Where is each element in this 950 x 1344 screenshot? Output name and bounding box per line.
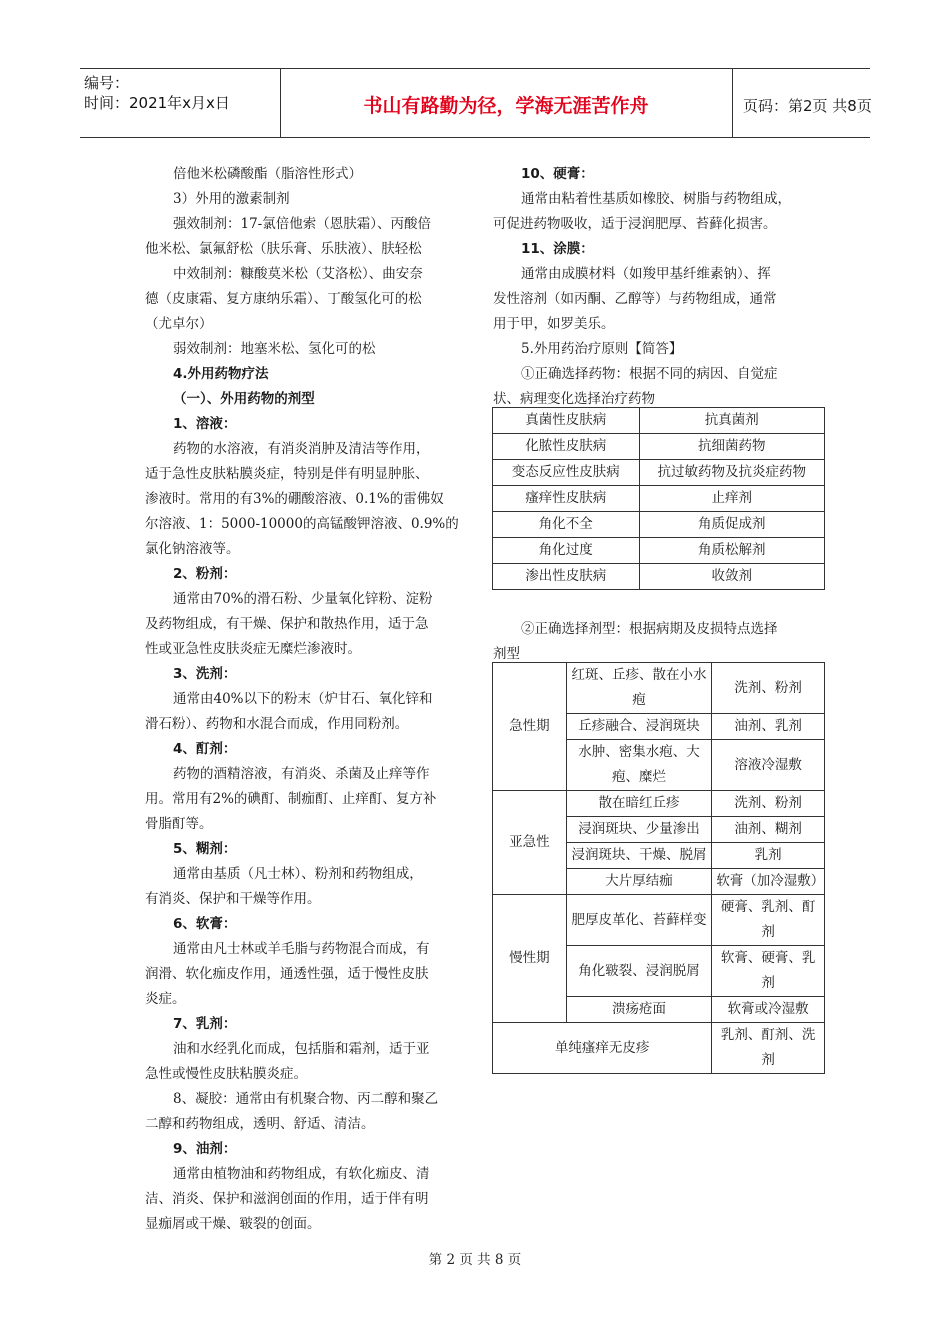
table-cell: 角化皲裂、浸润脱屑 [566, 946, 712, 997]
text-line: 状、病理变化选择治疗药物 [493, 391, 655, 407]
table-cell: 抗细菌药物 [639, 434, 824, 460]
table-cell: 溶液冷湿敷 [712, 740, 825, 791]
subsection-heading: （一）、外用药物的剂型 [173, 391, 315, 407]
text-line: 尔溶液、1：5000-10000的高锰酸钾溶液、0.9%的 [145, 516, 459, 532]
table-cell: 溃疡疮面 [566, 997, 712, 1023]
table-cell: 渗出性皮肤病 [493, 564, 640, 590]
table-cell: 洗剂、粉剂 [712, 791, 825, 817]
table-cell: 大片厚结痂 [566, 869, 712, 895]
text-line: 及药物组成，有干燥、保护和散热作用，适于急 [145, 616, 429, 632]
table-cell: 油剂、糊剂 [712, 817, 825, 843]
page-footer: 第 2 页 共 8 页 [428, 1252, 522, 1268]
table-cell: 硬膏、乳剂、酊剂 [712, 895, 825, 946]
table-cell: 软膏或冷湿敷 [712, 997, 825, 1023]
text-line: 炎症。 [145, 991, 186, 1007]
table-cell: 角化不全 [493, 512, 640, 538]
text-line: 3）外用的激素制剂 [173, 191, 290, 207]
table-cell: 油剂、乳剂 [712, 714, 825, 740]
text-line: 中效制剂：糠酸莫米松（艾洛松）、曲安奈 [173, 266, 423, 282]
table-cell: 浸润斑块、干燥、脱屑 [566, 843, 712, 869]
header-motto-cell [280, 69, 733, 137]
text-line: 有消炎、保护和干燥等作用。 [145, 891, 321, 907]
text-line: 氯化钠溶液等。 [145, 541, 240, 557]
item-heading: 6、软膏： [173, 916, 237, 932]
header-page-number: 页码：第2页 共8页 [743, 97, 872, 115]
header-motto: 书山有路勤为径，学海无涯苦作舟 [363, 95, 649, 117]
text-line: 发性溶剂（如丙酮、乙醇等）与药物组成，通常 [493, 291, 777, 307]
text-line: 他米松、氯氟舒松（肤乐膏、乐肤液）、肤轻松 [145, 241, 422, 257]
table-cell: 收敛剂 [639, 564, 824, 590]
item-heading: 2、粉剂： [173, 566, 237, 582]
section-heading: 5.外用药治疗原则【简答】 [521, 341, 683, 357]
table-cell: 丘疹融合、浸润斑块 [566, 714, 712, 740]
table-row [493, 791, 825, 817]
text-line: 洁、消炎、保护和滋润创面的作用，适于伴有明 [145, 1191, 429, 1207]
text-line: ①正确选择药物：根据不同的病因、自觉症 [521, 366, 778, 382]
item-heading: 5、糊剂： [173, 841, 237, 857]
table-row [493, 512, 825, 538]
table-row [493, 460, 825, 486]
table-cell: 抗过敏药物及抗炎症药物 [639, 460, 824, 486]
text-line: 可促进药物吸收，适于浸润肥厚、苔藓化损害。 [493, 216, 777, 232]
table-row [493, 1023, 825, 1074]
table-cell: 真菌性皮肤病 [493, 408, 640, 434]
table-cell: 单纯瘙痒无皮疹 [493, 1023, 712, 1074]
text-line: （尤卓尔） [145, 316, 213, 332]
table-cell: 化脓性皮肤病 [493, 434, 640, 460]
stage-cell-chronic: 慢性期 [493, 895, 567, 1023]
text-line: ②正确选择剂型：根据病期及皮损特点选择 [521, 621, 778, 637]
item-heading: 11、涂膜： [521, 241, 594, 257]
text-line: 弱效制剂：地塞米松、氢化可的松 [173, 341, 376, 357]
table-row [493, 564, 825, 590]
stage-cell-acute: 急性期 [493, 663, 567, 791]
item-heading: 4、酊剂： [173, 741, 237, 757]
section-heading: 4.外用药物疗法 [173, 366, 269, 382]
table-cell: 变态反应性皮肤病 [493, 460, 640, 486]
text-line: 强效制剂：17-氯倍他索（恩肤霜）、丙酸倍 [173, 216, 431, 232]
item-heading: 9、油剂： [173, 1141, 237, 1157]
dosage-form-table [492, 662, 825, 1074]
drug-selection-table [492, 407, 825, 590]
table-row [493, 663, 825, 714]
text-line: 骨脂酊等。 [145, 816, 213, 832]
text-line: 通常由粘着性基质如橡胶、树脂与药物组成， [521, 191, 791, 207]
text-line: 滑石粉）、药物和水混合而成，作用同粉剂。 [145, 716, 409, 732]
item-heading: 10、硬膏： [521, 166, 594, 182]
table-cell: 乳剂 [712, 843, 825, 869]
text-line: 药物的酒精溶液，有消炎、杀菌及止痒等作 [173, 766, 430, 782]
text-line: 德（皮康霜、复方康纳乐霜）、丁酸氢化可的松 [145, 291, 422, 307]
text-line: 通常由基质（凡士林）、粉剂和药物组成， [173, 866, 423, 882]
table-cell: 止痒剂 [639, 486, 824, 512]
table-cell: 浸润斑块、少量渗出 [566, 817, 712, 843]
table-cell: 洗剂、粉剂 [712, 663, 825, 714]
table-cell: 软膏（加冷湿敷） [712, 869, 825, 895]
text-line: 通常由40%以下的粉末（炉甘石、氧化锌和 [173, 691, 433, 707]
text-line: 用于甲，如罗美乐。 [493, 316, 615, 332]
text-line: 剂型 [493, 646, 520, 662]
text-line: 二醇和药物组成，透明、舒适、清洁。 [145, 1116, 375, 1132]
doc-date-label: 时间：2021年x月x日 [84, 94, 230, 112]
text-line: 通常由植物油和药物组成，有软化痂皮、清 [173, 1166, 430, 1182]
text-line: 8、凝胶：通常由有机聚合物、丙二醇和聚乙 [173, 1091, 439, 1107]
text-line: 通常由成膜材料（如羧甲基纤维素钠）、挥 [521, 266, 771, 282]
text-line: 润滑、软化痂皮作用，通透性强，适于慢性皮肤 [145, 966, 429, 982]
text-line: 油和水经乳化而成，包括脂和霜剂，适于亚 [173, 1041, 430, 1057]
table-row [493, 895, 825, 946]
table-cell: 软膏、硬膏、乳剂 [712, 946, 825, 997]
table-cell: 乳剂、酊剂、洗剂 [712, 1023, 825, 1074]
table-cell: 角质促成剂 [639, 512, 824, 538]
table-row [493, 434, 825, 460]
text-line: 通常由70%的滑石粉、少量氧化锌粉、淀粉 [173, 591, 433, 607]
table-cell: 角质松解剂 [639, 538, 824, 564]
item-heading: 7、乳剂： [173, 1016, 237, 1032]
table-cell: 散在暗红丘疹 [566, 791, 712, 817]
table-cell: 水肿、密集水疱、大疱、糜烂 [566, 740, 712, 791]
text-line: 适于急性皮肤粘膜炎症，特别是伴有明显肿胀、 [145, 466, 429, 482]
table-row [493, 538, 825, 564]
table-cell: 肥厚皮革化、苔藓样变 [566, 895, 712, 946]
header-meta-cell [80, 69, 281, 137]
table-cell: 角化过度 [493, 538, 640, 564]
page-header [80, 68, 870, 138]
text-line: 急性或慢性皮肤粘膜炎症。 [145, 1066, 307, 1082]
header-page-cell [733, 69, 870, 137]
text-line: 渗液时。常用的有3%的硼酸溶液、0.1%的雷佛奴 [145, 491, 444, 507]
item-heading: 3、洗剂： [173, 666, 237, 682]
text-line: 性或亚急性皮肤炎症无糜烂渗液时。 [145, 641, 361, 657]
text-line: 用。常用有2%的碘酊、制痂酊、止痒酊、复方补 [145, 791, 437, 807]
table-row [493, 408, 825, 434]
text-line: 倍他米松磷酸酯（脂溶性形式） [173, 166, 362, 182]
table-cell: 抗真菌剂 [639, 408, 824, 434]
text-line: 显痂屑或干燥、皲裂的创面。 [145, 1216, 321, 1232]
text-line: 通常由凡士林或羊毛脂与药物混合而成，有 [173, 941, 430, 957]
table-cell: 瘙痒性皮肤病 [493, 486, 640, 512]
table-cell: 红斑、丘疹、散在小水疱 [566, 663, 712, 714]
stage-cell-subacute: 亚急性 [493, 791, 567, 895]
item-heading: 1、溶液： [173, 416, 237, 432]
table-row [493, 486, 825, 512]
text-line: 药物的水溶液，有消炎消肿及清洁等作用， [173, 441, 430, 457]
doc-number-label: 编号： [84, 74, 130, 92]
